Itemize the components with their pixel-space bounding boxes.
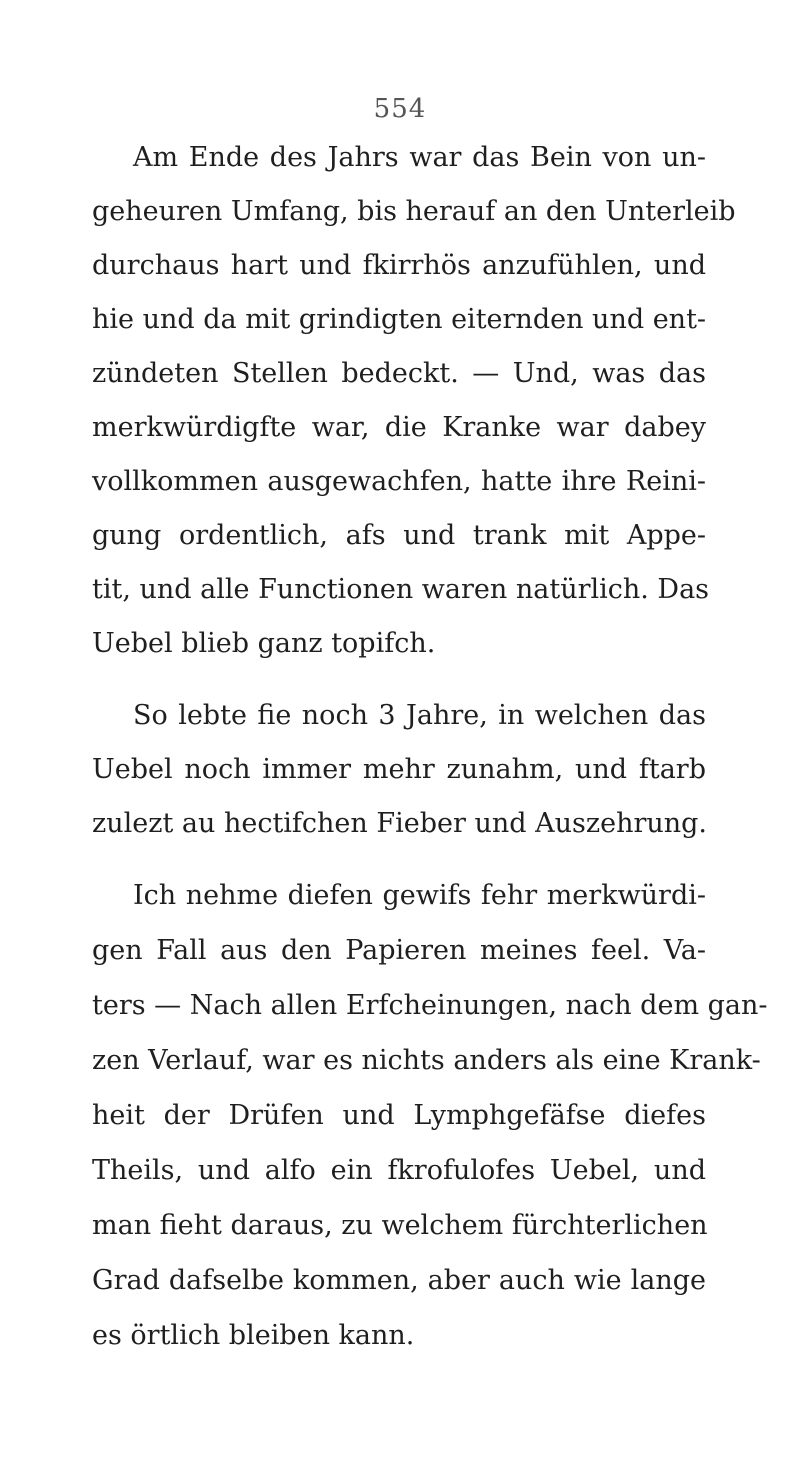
paragraph-1-line-7: vollkommen ausgewachfen, hatte ihre Reini- (92, 466, 706, 497)
paragraph-1-line-9: tit, und alle Functionen waren natürlich. Das (92, 574, 710, 605)
page-number: 554 (373, 94, 427, 124)
paragraph-2-line-2: Uebel noch immer mehr zunahm, und ftarb (92, 754, 706, 785)
paragraph-1-line-4: hie und da mit grindigten eiternden und ent- (92, 304, 707, 335)
paragraph-3-line-5: heit der Drüfen und Lymphgefäfse diefes (92, 1100, 706, 1131)
paragraph-1-line-6: merkwürdigfte war, die Kranke war dabey (92, 412, 706, 443)
paragraph-3-line-8: Grad dafselbe kommen, aber auch wie lange (92, 1265, 706, 1296)
paragraph-3-line-7: man fieht daraus, zu welchem fürchterlichen (92, 1210, 708, 1241)
paragraph-3-line-6: Theils, und alfo ein fkrofulofes Uebel, und (92, 1155, 706, 1186)
paragraph-3-line-3: ters — Nach allen Erfcheinungen, nach dem gan- (92, 990, 768, 1021)
paragraph-3-line-4: zen Verlauf, war es nichts anders als eine Krank- (92, 1045, 761, 1076)
paragraph-3-line-2: gen Fall aus den Papieren meines feel. Va- (92, 935, 706, 966)
paragraph-1-line-2: geheuren Umfang, bis herauf an den Unterleib (92, 196, 736, 227)
paragraph-1-line-10: Uebel blieb ganz topifch. (92, 628, 436, 659)
paragraph-1-line-1: Am Ende des Jahrs war das Bein von un- (133, 142, 706, 173)
paragraph-2-line-3: zulezt au hectifchen Fieber und Auszehrung. (92, 808, 708, 839)
paragraph-1-line-8: gung ordentlich, afs und trank mit Appe- (92, 520, 706, 551)
paragraph-3-line-9: es örtlich bleiben kann. (92, 1320, 415, 1351)
paragraph-3-line-1: Ich nehme diefen gewifs fehr merkwürdi- (133, 880, 706, 911)
paragraph-1-line-3: durchaus hart und fkirrhös anzufühlen, und (92, 250, 706, 281)
paragraph-2-line-1: So lebte fie noch 3 Jahre, in welchen das (133, 700, 706, 731)
paragraph-1-line-5: zündeten Stellen bedeckt. — Und, was das (92, 358, 706, 389)
